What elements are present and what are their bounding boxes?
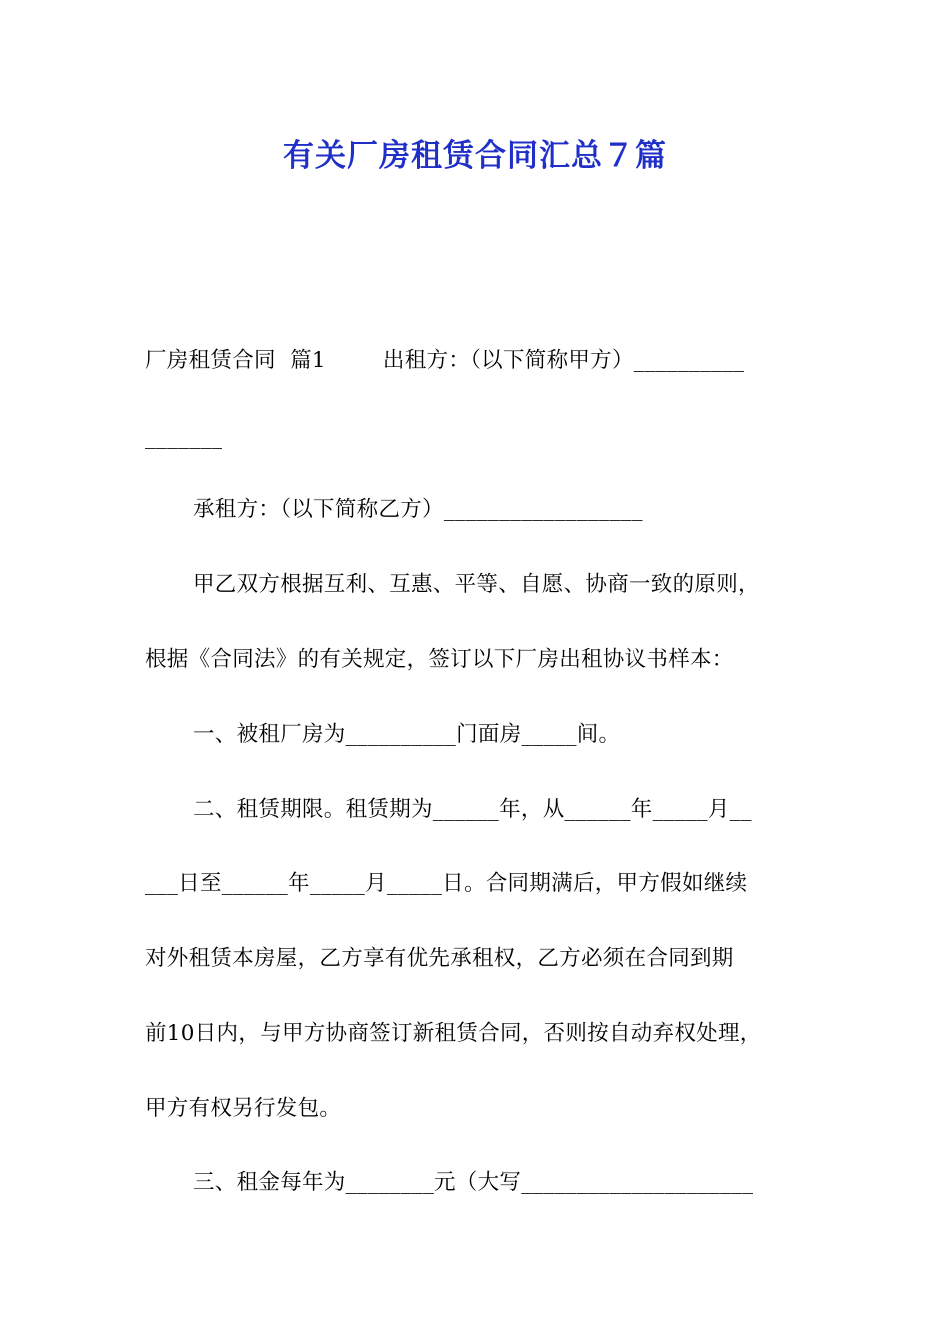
clause-3-line-1: 三、租金每年为________元（大写_____________________	[193, 1170, 754, 1195]
clause-2-line-2: ___日至______年_____月_____日。合同期满后，甲方假如继续	[145, 871, 748, 896]
clause-2-line-3: 对外租赁本房屋，乙方享有优先承租权，乙方必须在合同到期	[145, 946, 734, 971]
lessee-line: 承租方：（以下简称乙方）__________________	[193, 497, 643, 522]
blank-line-continuation: _______	[145, 425, 223, 450]
clause-1-line: 一、被租厂房为__________门面房_____间。	[193, 722, 621, 747]
clause-2-line-1: 二、租赁期限。租赁期为______年，从______年_____月__	[193, 797, 752, 822]
clause-2-line-4: 前10日内，与甲方协商签订新租赁合同，否则按自动弃权处理，	[145, 1021, 762, 1046]
principle-paragraph-line-1: 甲乙双方根据互利、互惠、平等、自愿、协商一致的原则，	[193, 572, 760, 597]
clause-2-line-5: 甲方有权另行发包。	[145, 1096, 342, 1121]
principle-paragraph-line-2: 根据《合同法》的有关规定，签订以下厂房出租协议书样本：	[145, 647, 734, 672]
document-title: 有关厂房租赁合同汇总７篇	[283, 138, 667, 174]
contract-heading-line: 厂房租赁合同 篇1 出租方：（以下简称甲方）__________	[145, 348, 745, 373]
